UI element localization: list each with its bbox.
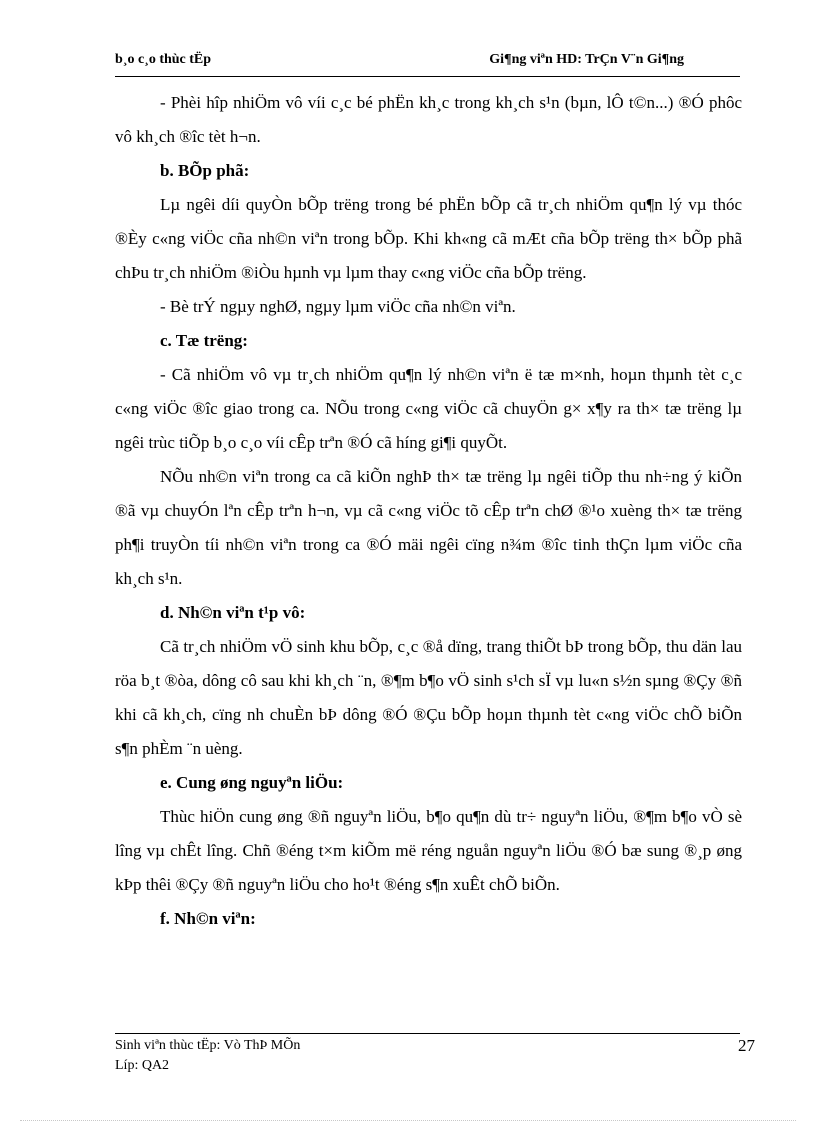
header-instructor: Gi¶ng viªn HD: TrÇn V¨n Gi¶ng bbox=[489, 52, 684, 67]
heading-cung-ung: e. Cung øng nguyªn liÖu: bbox=[160, 773, 344, 792]
paragraph-bep-pho: Lµ ngêi díi quyÒn bÕp trëng trong bé phËn bÕp cã tr¸ch nhiÖm qu¶n lý vµ thóc ®Èy c«ng viÖc cña nh©n viªn trong bÕp. Khi kh«ng cã mÆt cña bÕp trëng th× bÕp phã chÞu tr¸ch nhiÖm ®iÒu hµnh vµ lµm thay c«ng viÖc cña bÕp trëng. bbox=[115, 195, 742, 282]
footer-rule bbox=[115, 1033, 740, 1034]
paragraph-coordination: - Phèi hîp nhiÖm vô víi c¸c bé phËn kh¸c trong kh¸ch s¹n (bµn, lÔ t©n...) ®Ó phôc vô kh¸ch ®îc tèt h¬n. bbox=[115, 93, 742, 146]
heading-bep-pho: b. BÕp phã: bbox=[160, 161, 250, 180]
paragraph-kien-nghi: NÕu nh©n viªn trong ca cã kiÕn nghÞ th× tæ trëng lµ ngêi tiÕp thu nh÷ng ý kiÕn ®ã vµ chuyÓn lªn cÊp trªn h¬n, vµ cã c«ng viÖc tõ cÊp trªn chØ ®¹o xuèng th× tæ trëng ph¶i truyÒn tíi nh©n viªn trong ca ®Ó mäi ngêi cïng n¾m ®îc tinh thÇn lµm viÖc cña kh¸ch s¹n. bbox=[115, 467, 742, 588]
footer-student: Sinh viªn thùc tËp: Vò ThÞ MÕn bbox=[115, 1038, 301, 1053]
paragraph-schedule: - Bè trÝ ngµy nghØ, ngµy lµm viÖc cña nh©n viªn. bbox=[160, 297, 516, 316]
page-header bbox=[115, 52, 740, 74]
heading-to-truong: c. Tæ trëng: bbox=[160, 331, 248, 350]
document-body bbox=[115, 86, 742, 936]
footer-class: Líp: QA2 bbox=[115, 1058, 170, 1073]
paragraph-cung-ung: Thùc hiÖn cung øng ®ñ nguyªn liÖu, b¶o qu¶n dù tr÷ nguyªn liÖu, ®¶m b¶o vÒ sè lîng vµ chÊt lîng. Chñ ®éng t×m kiÕm më réng nguån nguyªn liÖu ®Ó bæ sung ®¸p øng kÞp thêi ®Çy ®ñ nguyªn liÖu cho ho¹t ®éng s¶n xuÊt chÕ biÕn. bbox=[115, 807, 742, 894]
page-number: 27 bbox=[738, 1036, 755, 1055]
header-rule bbox=[115, 76, 740, 77]
page-footer bbox=[115, 1036, 755, 1076]
page-bottom-border bbox=[20, 1120, 796, 1121]
header-report-title: b¸o c¸o thùc tËp bbox=[115, 52, 212, 67]
heading-nhan-vien: f. Nh©n viªn: bbox=[160, 909, 256, 928]
heading-tap-vu: d. Nh©n viªn t¹p vô: bbox=[160, 603, 306, 622]
paragraph-to-truong: - Cã nhiÖm vô vµ tr¸ch nhiÖm qu¶n lý nh©n viªn ë tæ m×nh, hoµn thµnh tèt c¸c c«ng viÖc ®îc giao trong ca. NÕu trong c«ng viÖc cã chuyÖn g× x¶y ra th× tæ trëng lµ ngêi trùc tiÕp b¸o c¸o víi cÊp trªn ®Ó cã híng gi¶i quyÕt. bbox=[115, 365, 742, 452]
paragraph-tap-vu: Cã tr¸ch nhiÖm vÖ sinh khu bÕp, c¸c ®å dïng, trang thiÕt bÞ trong bÕp, thu dän lau röa b¸t ®òa, dông cô sau khi kh¸ch ¨n, ®¶m b¶o vÖ sinh s¹ch sÏ vµ lu«n s½n sµng ®Çy ®ñ khi cã kh¸ch, cïng nh chuÈn bÞ dông ®Ó ®Çu bÕp hoµn thµnh tèt c«ng viÖc chÕ biÕn s¶n phÈm ¨n uèng. bbox=[115, 637, 742, 758]
